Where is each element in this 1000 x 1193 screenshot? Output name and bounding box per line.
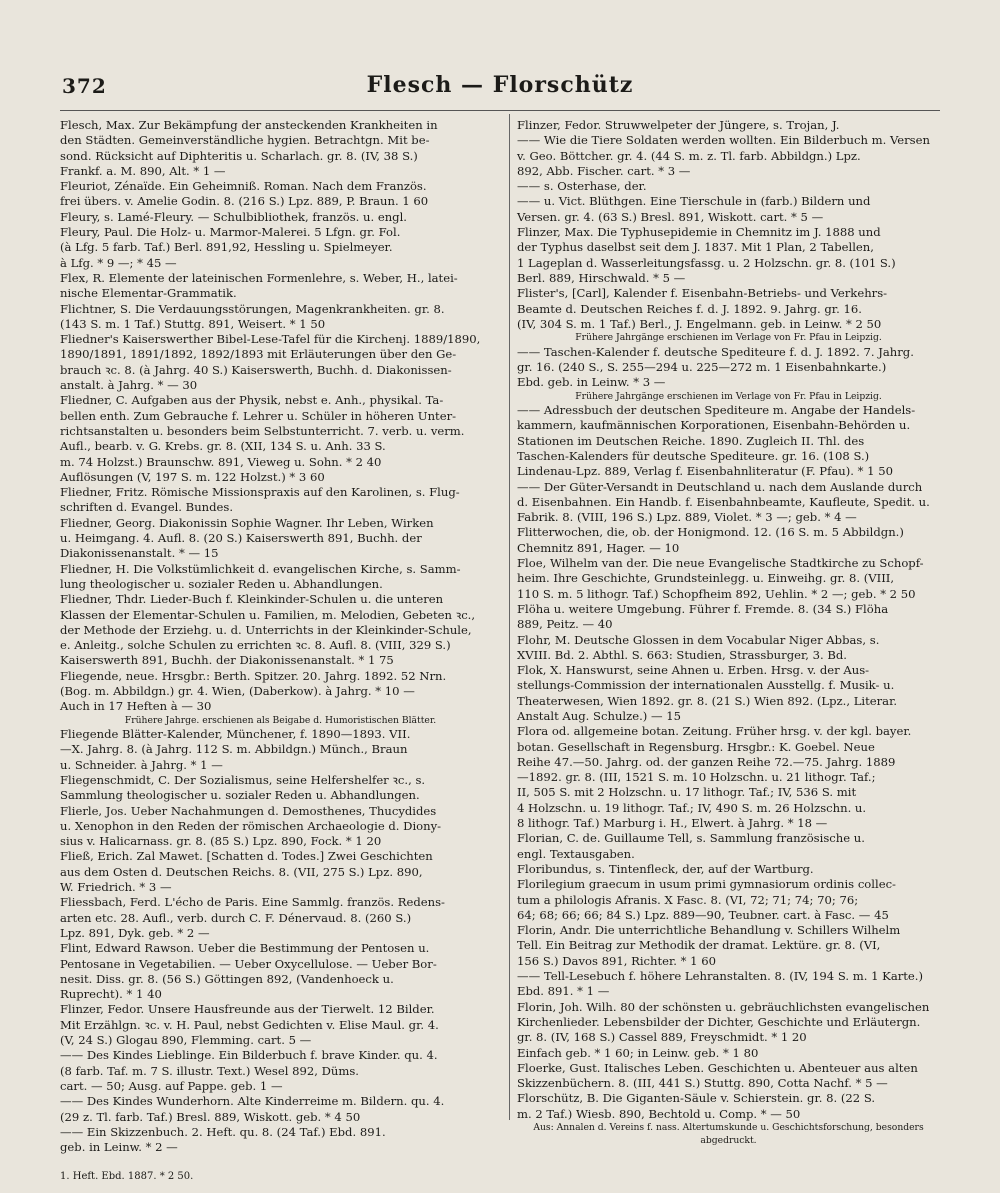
entry-line: Fliegende, neue. Hrsgbr.: Berth. Spitzer. 20. Jahrg. 1892. 52 Nrn. — [60, 668, 447, 683]
entry-line: cart. — 50; Ausg. auf Pappe. geb. 1 — — [60, 1078, 283, 1093]
entry-line: gr. 16. (240 S., S. 255—294 u. 225—272 m. 1 Eisenbahnkarte.) — [517, 359, 887, 374]
bibliography-entry — [517, 1061, 940, 1092]
bibliography-entry — [60, 669, 501, 727]
entry-line: —— Ein Skizzenbuch. 2. Heft. qu. 8. (24 Taf.) Ebd. 891. — [60, 1124, 386, 1139]
bibliography-entry — [517, 923, 940, 969]
entry-line: Fleury, s. Lamé-Fleury. — Schulbibliothek, französ. u. engl. — [60, 209, 407, 224]
entry-line: 156 S.) Davos 891, Richter. * 1 60 — [517, 953, 716, 968]
entry-line: II, 505 S. mit 2 Holzschn. u. 17 lithogr. Taf.; IV, 536 S. mit — [517, 785, 857, 800]
entry-line: (IV, 304 S. m. 1 Taf.) Berl., J. Engelmann. geb. in Leinw. * 2 50 — [517, 316, 882, 331]
entry-line: Lindenau-Lpz. 889, Verlag f. Eisenbahnliteratur (F. Pfau). * 1 50 — [517, 464, 893, 479]
right-column — [517, 118, 940, 1147]
entry-line: Kirchenlieder. Lebensbilder der Dichter, Geschichte und Erläutergn. — [517, 1014, 921, 1029]
entry-line: —— Tell-Lesebuch f. höhere Lehranstalten. 8. (IV, 194 S. m. 1 Karte.) — [517, 969, 923, 984]
entry-line: u. Heimgang. 4. Aufl. 8. (20 S.) Kaiserswerth 891, Buchh. der — [60, 531, 422, 546]
bibliography-entry — [517, 225, 940, 286]
entry-line: sius v. Halicarnass. gr. 8. (85 S.) Lpz. 890, Fock. * 1 20 — [60, 834, 382, 849]
entry-line: lung theologischer u. sozialer Reden u. Abhandlungen. — [60, 576, 383, 591]
entry-line: à Lfg. * 9 —; * 45 — — [60, 255, 177, 270]
entry-line: 110 S. m. 5 lithogr. Taf.) Schopfheim 892, Uehlin. * 2 —; geb. * 2 50 — [517, 586, 916, 601]
entry-line: —1892. gr. 8. (III, 1521 S. m. 10 Holzschn. u. 21 lithogr. Taf.; — [517, 770, 876, 785]
entry-line: d. Eisenbahnen. Ein Handb. f. Eisenbahnbeamte, Kaufleute, Spedit. u. — [517, 494, 930, 509]
entry-line: Fleuriot, Zénaïde. Ein Geheimniß. Roman. Nach dem Französ. — [60, 179, 427, 194]
bibliography-entry — [517, 194, 940, 225]
entry-line: —— Adressbuch der deutschen Spediteure m. Angabe der Handels- — [517, 403, 916, 418]
entry-line: —— u. Vict. Blüthgen. Eine Tierschule in (farb.) Bildern und — [517, 194, 871, 209]
entry-line: 1 Lageplan d. Wasserleitungsfassg. u. 2 Holzschn. gr. 8. (101 S.) — [517, 255, 896, 270]
bibliography-entry — [517, 286, 940, 344]
entry-line: Fliedner, Fritz. Römische Missionspraxis auf den Karolinen, s. Flug- — [60, 485, 460, 500]
entry-line: kammern, kaufmännischen Korporationen, Eisenbahn-Behörden u. — [517, 418, 911, 433]
entry-line: Florin, Joh. Wilh. 80 der schönsten u. gebräuchlichsten evangelischen — [517, 999, 930, 1014]
bibliography-entry — [60, 485, 501, 516]
entry-line: Flinzer, Max. Die Typhusepidemie in Chemnitz im J. 1888 und — [517, 225, 881, 240]
entry-line: Pentosane in Vegetabilien. — Ueber Oxycellulose. — Ueber Bor- — [60, 956, 437, 971]
entry-line: Flichtner, S. Die Verdauungsstörungen, Magenkrankheiten. gr. 8. — [60, 301, 445, 316]
entry-line: Kaiserswerth 891, Buchh. der Diakonissenanstalt. * 1 75 — [60, 653, 394, 668]
header-rule — [60, 110, 940, 111]
bibliography-entry — [60, 562, 501, 593]
entry-line: Mit Erzählgn. ꝛc. v. H. Paul, nebst Gedichten v. Elise Maul. gr. 4. — [60, 1017, 439, 1032]
entry-line: —— s. Osterhase, der. — [517, 179, 647, 194]
entry-line: Fließ, Erich. Zal Mawet. [Schatten d. Todes.] Zwei Geschichten — [60, 849, 433, 864]
entry-line: Aufl., bearb. v. G. Krebs. gr. 8. (XII, 134 S. u. Anh. 33 S. — [60, 439, 386, 454]
entry-line: Stationen im Deutschen Reiche. 1890. Zugleich II. Thl. des — [517, 433, 865, 448]
entry-line: der Methode der Erziehg. u. d. Unterrichts in der Kleinkinder-Schule, — [60, 622, 472, 637]
entry-line: Flesch, Max. Zur Bekämpfung der ansteckenden Krankheiten in — [60, 118, 438, 132]
bibliography-entry — [60, 727, 501, 773]
entry-line: engl. Textausgaben. — [517, 846, 635, 861]
entry-line: (Bog. m. Abbildgn.) gr. 4. Wien, (Daberkow). à Jahrg. * 10 — — [60, 683, 415, 698]
entry-line: Ruprecht). * 1 40 — [60, 987, 162, 1002]
bibliography-entry — [60, 302, 501, 333]
entry-line: Flint, Edward Rawson. Ueber die Bestimmung der Pentosen u. — [60, 941, 430, 956]
entry-line: Auflösungen (V, 197 S. m. 122 Holzst.) * 3 60 — [60, 469, 325, 484]
bibliography-entry — [60, 118, 501, 179]
entry-line: geb. in Leinw. * 2 — — [60, 1140, 178, 1155]
bibliography-entry — [60, 1125, 501, 1156]
bibliography-entry — [60, 849, 501, 895]
entry-line: botan. Gesellschaft in Regensburg. Hrsgbr.: K. Goebel. Neue — [517, 739, 875, 754]
entry-line: Florschütz, B. Die Giganten-Säule v. Schierstein. gr. 8. (22 S. — [517, 1091, 876, 1106]
entry-line: Flex, R. Elemente der lateinischen Formenlehre, s. Weber, H., latei- — [60, 270, 458, 285]
entry-line: arten etc. 28. Aufl., verb. durch C. F. Dénervaud. 8. (260 S.) — [60, 910, 412, 925]
bibliography-entry — [60, 804, 501, 850]
entry-line: Fliedner's Kaiserswerther Bibel-Lese-Tafel für die Kirchenj. 1889/1890, — [60, 332, 481, 347]
entry-line: 1890/1891, 1891/1892, 1892/1893 mit Erläuterungen über den Ge- — [60, 347, 457, 362]
bibliography-entry — [517, 862, 940, 877]
entry-line: (V, 24 S.) Glogau 890, Flemming. cart. 5 — — [60, 1033, 312, 1048]
entry-line: Floerke, Gust. Italisches Leben. Geschichten u. Abenteuer aus alten — [517, 1060, 918, 1075]
entry-line: sond. Rücksicht auf Diphteritis u. Scharlach. gr. 8. (IV, 38 S.) — [60, 148, 418, 163]
entry-line: bellen enth. Zum Gebrauche f. Lehrer u. Schüler in höheren Unter- — [60, 408, 457, 423]
entry-line: Lpz. 891, Dyk. geb. * 2 — — [60, 925, 210, 940]
entry-line: 892, Abb. Fischer. cart. * 3 — — [517, 163, 691, 178]
entry-line: Fliedner, Georg. Diakonissin Sophie Wagner. Ihr Leben, Wirken — [60, 515, 434, 530]
bibliography-entry — [517, 118, 940, 133]
entry-line: schriften d. Evangel. Bundes. — [60, 500, 234, 515]
bibliography-entry — [60, 895, 501, 941]
entry-line: (29 z. Tl. farb. Taf.) Bresl. 889, Wiskott. geb. * 4 50 — [60, 1109, 361, 1124]
entry-line: (à Lfg. 5 farb. Taf.) Berl. 891,92, Hessling u. Spielmeyer. — [60, 240, 393, 255]
bibliography-entry — [60, 773, 501, 804]
running-head: Flesch — Florschütz — [366, 72, 634, 98]
entry-line: Flora od. allgemeine botan. Zeitung. Früher hrsg. v. der kgl. bayer. — [517, 724, 912, 739]
bibliography-entry — [517, 633, 940, 664]
entry-line: 4 Holzschn. u. 19 lithogr. Taf.; IV, 490 S. m. 26 Holzschn. u. — [517, 800, 867, 815]
entry-line: Auch in 17 Heften à — 30 — [60, 699, 212, 714]
entry-line: Fliedner, C. Aufgaben aus der Physik, nebst e. Anh., physikal. Ta- — [60, 393, 444, 408]
entry-line: aus dem Osten d. Deutschen Reichs. 8. (VII, 275 S.) Lpz. 890, — [60, 864, 423, 879]
bibliography-entry — [60, 225, 501, 271]
entry-line: stellungs-Commission der internationalen Ausstellg. f. Musik- u. — [517, 678, 895, 693]
entry-line: Skizzenbüchern. 8. (III, 441 S.) Stuttg. 890, Cotta Nachf. * 5 — — [517, 1076, 888, 1091]
entry-line: Beamte d. Deutschen Reiches f. d. J. 1892. 9. Jahrg. gr. 16. — [517, 301, 862, 316]
bibliography-entry — [60, 271, 501, 302]
entry-line: Klassen der Elementar-Schulen u. Familien, m. Melodien, Gebeten ꝛc., — [60, 607, 476, 622]
entry-line: Ebd. geb. in Leinw. * 3 — — [517, 375, 666, 390]
bibliography-entry — [517, 1091, 940, 1147]
bibliography-entry — [517, 345, 940, 403]
entry-line: u. Schneider. à Jahrg. * 1 — — [60, 757, 223, 772]
entry-line: Flitterwochen, die, ob. der Honigmond. 12. (16 S. m. 5 Abbildgn.) — [517, 525, 904, 540]
bibliography-entry — [60, 592, 501, 668]
bibliography-entry — [60, 179, 501, 210]
entry-line: Florilegium graecum in usum primi gymnasiorum ordinis collec- — [517, 877, 896, 892]
entry-line: Fleury, Paul. Die Holz- u. Marmor-Malerei. 5 Lfgn. gr. Fol. — [60, 225, 401, 240]
bibliography-entry — [517, 831, 940, 862]
entry-line: v. Geo. Böttcher. gr. 4. (44 S. m. z. Tl. farb. Abbildgn.) Lpz. — [517, 148, 861, 163]
entry-line: Florin, Andr. Die unterrichtliche Behandlung v. Schillers Wilhelm — [517, 923, 901, 938]
entry-line: Fabrik. 8. (VIII, 196 S.) Lpz. 889, Violet. * 3 —; geb. * 4 — — [517, 510, 857, 525]
entry-line: 8 lithogr. Taf.) Marburg i. H., Elwert. à Jahrg. * 18 — — [517, 816, 828, 831]
entry-line: Flohr, M. Deutsche Glossen in dem Vocabular Niger Abbas, s. — [517, 632, 880, 647]
entry-line: 64; 68; 66; 66; 84 S.) Lpz. 889—90, Teubner. cart. à Fasc. — 45 — [517, 907, 889, 922]
page-number: 372 — [62, 74, 107, 98]
entry-line: brauch ꝛc. 8. (à Jahrg. 40 S.) Kaiserswerth, Buchh. d. Diakonissen- — [60, 362, 452, 377]
entry-line: tum a philologis Afranis. X Fasc. 8. (VI, 72; 71; 74; 70; 76; — [517, 892, 859, 907]
bibliography-entry — [60, 210, 501, 225]
entry-line: Einfach geb. * 1 60; in Leinw. geb. * 1 80 — [517, 1045, 759, 1060]
bibliography-entry — [517, 1000, 940, 1061]
bibliography-entry — [517, 556, 940, 602]
entry-line: Florian, C. de. Guillaume Tell, s. Sammlung französische u. — [517, 831, 865, 846]
entry-line: Berl. 889, Hirschwald. * 5 — — [517, 270, 686, 285]
bibliography-entry — [60, 1002, 501, 1048]
bibliography-entry — [517, 480, 940, 526]
entry-line: Flok, X. Hanswurst, seine Ahnen u. Erben. Hrsg. v. der Aus- — [517, 663, 870, 678]
bibliography-entry — [517, 525, 940, 556]
bibliography-entry — [60, 332, 501, 393]
entry-line: Sammlung theologischer u. sozialer Reden u. Abhandlungen. — [60, 788, 420, 803]
entry-line: Floe, Wilhelm van der. Die neue Evangelische Stadtkirche zu Schopf- — [517, 556, 924, 571]
bibliography-entry — [517, 403, 940, 479]
entry-line: der Typhus daselbst seit dem J. 1837. Mit 1 Plan, 2 Tabellen, — [517, 240, 874, 255]
entry-line: Theaterwesen, Wien 1892. gr. 8. (21 S.) Wien 892. (Lpz., Literar. — [517, 693, 898, 708]
bibliography-entry — [517, 179, 940, 194]
entry-line: —— Der Güter-Versandt in Deutschland u. nach dem Auslande durch — [517, 479, 923, 494]
bibliography-entry — [60, 393, 501, 485]
entry-line: frei übers. v. Amelie Godin. 8. (216 S.) Lpz. 889, P. Braun. 1 60 — [60, 194, 429, 209]
footnote: 1. Heft. Ebd. 1887. * 2 50. — [60, 1171, 194, 1183]
bibliography-entry — [60, 941, 501, 1002]
entry-line: Reihe 47.—50. Jahrg. od. der ganzen Reihe 72.—75. Jahrg. 1889 — [517, 754, 896, 769]
entry-line: heim. Ihre Geschichte, Grundsteinlegg. u. Einweihg. gr. 8. (VIII, — [517, 571, 895, 586]
bibliography-entry — [517, 663, 940, 724]
bibliography-entry — [517, 969, 940, 1000]
bibliography-entry — [60, 1094, 501, 1125]
entry-line: XVIII. Bd. 2. Abthl. S. 663: Studien, Strassburger, 3. Bd. — [517, 647, 847, 662]
entry-line: gr. 8. (IV, 168 S.) Cassel 889, Freyschmidt. * 1 20 — [517, 1030, 807, 1045]
bibliography-entry — [517, 602, 940, 633]
entry-line: m. 2 Taf.) Wiesb. 890, Bechtold u. Comp. * — 50 — [517, 1106, 801, 1121]
entry-line: Fliegenschmidt, C. Der Sozialismus, seine Helfershelfer ꝛc., s. — [60, 772, 426, 787]
entry-line: Taschen-Kalenders für deutsche Spediteure. gr. 16. (108 S.) — [517, 448, 870, 463]
entry-line: —— Des Kindes Lieblinge. Ein Bilderbuch f. brave Kinder. qu. 4. — [60, 1048, 438, 1063]
entry-line: den Städten. Gemeinverständliche hygien. Betrachtgn. Mit be- — [60, 133, 430, 148]
entry-line: —— Taschen-Kalender f. deutsche Spediteure f. d. J. 1892. 7. Jahrg. — [517, 344, 914, 359]
entry-line: Floribundus, s. Tintenfleck, der, auf der Wartburg. — [517, 861, 814, 876]
entry-line: W. Friedrich. * 3 — — [60, 880, 172, 895]
entry-line: Frankf. a. M. 890, Alt. * 1 — — [60, 163, 226, 178]
bibliography-entry — [60, 1048, 501, 1094]
entry-note: Frühere Jahrgänge erschienen im Verlage von Fr. Pfau in Leipzig. — [575, 390, 882, 402]
entry-line: Diakonissenanstalt. * — 15 — [60, 546, 219, 561]
entry-line: Flister's, [Carl], Kalender f. Eisenbahn-Betriebs- und Verkehrs- — [517, 286, 888, 301]
left-column — [60, 118, 501, 1185]
entry-line: Fliedner, Thdr. Lieder-Buch f. Kleinkinder-Schulen u. die unteren — [60, 592, 444, 607]
bibliography-entry — [517, 877, 940, 923]
entry-line: Anstalt Aug. Schulze.) — 15 — [517, 708, 682, 723]
entry-line: Fliedner, H. Die Volkstümlichkeit d. evangelischen Kirche, s. Samm- — [60, 561, 461, 576]
bibliography-entry — [517, 724, 940, 831]
entry-line: Flierle, Jos. Ueber Nachahmungen d. Demosthenes, Thucydides — [60, 803, 437, 818]
entry-note: Frühere Jahrge. erschienen als Beigabe d. Humoristischen Blätter. — [124, 714, 437, 726]
entry-note: Frühere Jahrgänge erschienen im Verlage von Fr. Pfau in Leipzig. — [575, 332, 882, 344]
entry-line: (143 S. m. 1 Taf.) Stuttg. 891, Weisert. * 1 50 — [60, 316, 326, 331]
entry-line: e. Anleitg., solche Schulen zu errichten ꝛc. 8. Aufl. 8. (VIII, 329 S.) — [60, 638, 451, 653]
bibliography-entry — [60, 516, 501, 562]
entry-line: richtsanstalten u. besonders beim Selbstunterricht. 7. verb. u. verm. — [60, 423, 465, 438]
entry-line: (8 farb. Taf. m. 7 S. illustr. Text.) Wesel 892, Düms. — [60, 1063, 359, 1078]
bibliography-entry — [517, 133, 940, 179]
entry-line: —— Des Kindes Wunderhorn. Alte Kinderreime m. Bildern. qu. 4. — [60, 1094, 445, 1109]
entry-line: Versen. gr. 4. (63 S.) Bresl. 891, Wiskott. cart. * 5 — — [517, 209, 824, 224]
entry-line: Tell. Ein Beitrag zur Methodik der dramat. Lektüre. gr. 8. (VI, — [517, 938, 881, 953]
entry-line: nische Elementar-Grammatik. — [60, 286, 237, 301]
entry-line: m. 74 Holzst.) Braunschw. 891, Vieweg u. Sohn. * 2 40 — [60, 454, 382, 469]
entry-line: Ebd. 891. * 1 — — [517, 984, 610, 999]
column-divider — [509, 114, 510, 1120]
entry-line: Chemnitz 891, Hager. — 10 — [517, 540, 680, 555]
entry-line: Flöha u. weitere Umgebung. Führer f. Fremde. 8. (34 S.) Flöha — [517, 601, 889, 616]
entry-line: Flinzer, Fedor. Unsere Hausfreunde aus der Tierwelt. 12 Bilder. — [60, 1002, 435, 1017]
entry-line: u. Xenophon in den Reden der römischen Archaeologie d. Diony- — [60, 818, 442, 833]
entry-line: —X. Jahrg. 8. (à Jahrg. 112 S. m. Abbildgn.) Münch., Braun — [60, 742, 408, 757]
entry-line: Fliegende Blätter-Kalender, Münchener, f. 1890—1893. VII. — [60, 727, 411, 742]
entry-line: Flinzer, Fedor. Struwwelpeter der Jüngere, s. Trojan, J. — [517, 118, 840, 132]
entry-note: Aus: Annalen d. Vereins f. nass. Altertumskunde u. Geschichtsforschung, besonders abgedruckt. — [533, 1122, 924, 1146]
entry-line: Fliessbach, Ferd. L'écho de Paris. Eine Sammlg. französ. Redens- — [60, 895, 445, 910]
entry-line: —— Wie die Tiere Soldaten werden wollten. Ein Bilderbuch m. Versen — [517, 133, 930, 148]
entry-line: anstalt. à Jahrg. * — 30 — [60, 378, 198, 393]
entry-line: nesit. Diss. gr. 8. (56 S.) Göttingen 892, (Vandenhoeck u. — [60, 971, 394, 986]
entry-line: 889, Peitz. — 40 — [517, 617, 613, 632]
